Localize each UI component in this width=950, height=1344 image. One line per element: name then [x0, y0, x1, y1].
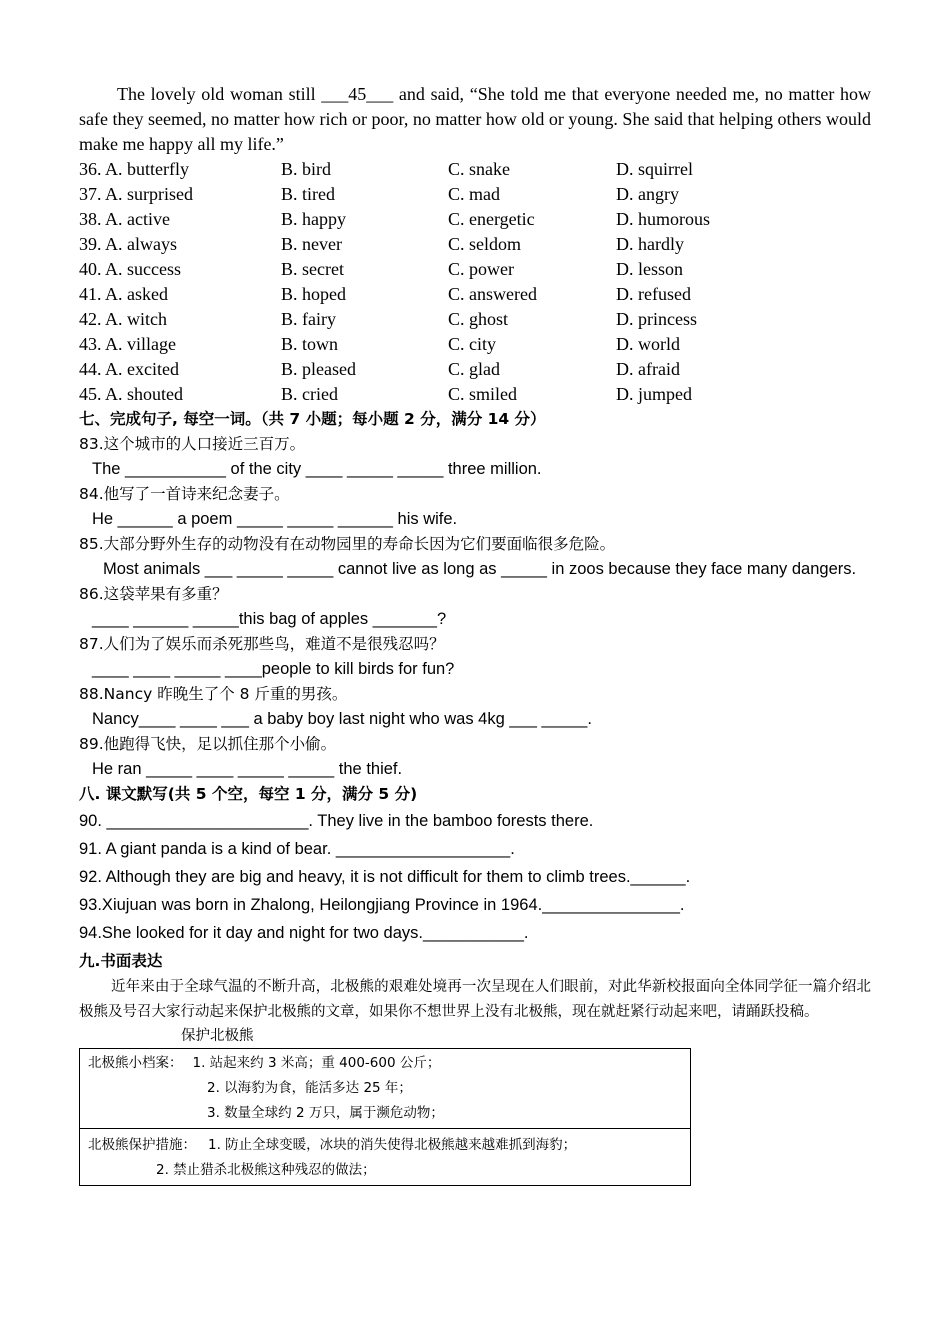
exam-page [79, 82, 871, 1186]
question-83-english: The ___________ of the city ____ _____ _____ three million. [92, 460, 542, 478]
option-b: B. pleased [281, 359, 356, 379]
option-row [79, 257, 871, 282]
option-c: C. power [448, 259, 514, 279]
profile-item: 2. 以海豹为食，能活多达 25 年； [207, 1080, 412, 1096]
question-91: 91. A giant panda is a kind of bear. ___________________. [79, 840, 515, 858]
polar-bear-info-table [79, 1048, 691, 1186]
writing-prompt: 近年来由于全球气温的不断升高，北极熊的艰难处境再一次呈现在人们眼前，对此华新校报面向全体同学征一篇介绍北极熊及号召大家行动起来保护北极熊的文章，如果你不想世界上没有北极熊，现在就赶紧行动起来吧，请踊跃投稿。 [79, 979, 871, 1020]
option-d: D. princess [616, 309, 697, 329]
option-a: 36. A. butterfly [79, 159, 189, 179]
measure-item: 2. 禁止猎杀北极熊这种残忍的做法； [156, 1162, 376, 1178]
option-row [79, 307, 871, 332]
question-93: 93.Xiujuan was born in Zhalong, Heilongjiang Province in 1964._______________. [79, 896, 685, 914]
option-a: 37. A. surprised [79, 184, 193, 204]
option-d: D. jumped [616, 384, 692, 404]
option-b: B. cried [281, 384, 338, 404]
section-8-heading: 八. 课文默写(共 5 个空，每空 1 分，满分 5 分) [79, 785, 418, 803]
option-d: D. squirrel [616, 159, 693, 179]
option-a: 39. A. always [79, 234, 177, 254]
option-c: C. city [448, 334, 496, 354]
option-row [79, 282, 871, 307]
profile-cell [80, 1049, 690, 1129]
option-b: B. happy [281, 209, 346, 229]
profile-item: 1. 站起来约 3 米高；重 400-600 公斤； [192, 1055, 441, 1071]
question-84-english: He ______ a poem _____ _____ ______ his wife. [92, 510, 458, 528]
question-94: 94.She looked for it day and night for two days.___________. [79, 924, 529, 942]
option-d: D. angry [616, 184, 679, 204]
option-row [79, 357, 871, 382]
option-b: B. secret [281, 259, 344, 279]
option-row [79, 182, 871, 207]
question-87-english: ____ ____ _____ ____people to kill birds for fun? [92, 660, 455, 678]
option-d: D. humorous [616, 209, 710, 229]
question-92: 92. Although they are big and heavy, it is not difficult for them to climb trees.______. [79, 868, 691, 886]
option-a: 41. A. asked [79, 284, 168, 304]
option-a: 43. A. village [79, 334, 176, 354]
passage-paragraph: The lovely old woman still ___45___ and said, “She told me that everyone needed me, no matter how safe they seemed, no matter how rich or poor, no matter how old or young. She said that helping others would make me happy all my life.” [79, 84, 871, 154]
option-row [79, 207, 871, 232]
option-b: B. never [281, 234, 342, 254]
question-86-chinese: 86.这袋苹果有多重？ [79, 585, 228, 603]
option-a: 42. A. witch [79, 309, 167, 329]
question-88-english: Nancy____ ____ ___ a baby boy last night who was 4kg ___ _____. [92, 710, 592, 728]
option-c: C. seldom [448, 234, 522, 254]
question-85-chinese: 85.大部分野外生存的动物没有在动物园里的寿命长因为它们要面临很多危险。 [79, 535, 616, 553]
option-a: 44. A. excited [79, 359, 179, 379]
question-86-english: ____ ______ _____this bag of apples _______? [92, 610, 447, 628]
option-c: C. mad [448, 184, 500, 204]
question-84-chinese: 84.他写了一首诗来纪念妻子。 [79, 485, 290, 503]
section-9-heading: 九.书面表达 [79, 952, 163, 970]
option-d: D. afraid [616, 359, 680, 379]
question-85-english: Most animals ___ _____ _____ cannot live as long as _____ in zoos because they face many dangers. [103, 560, 857, 578]
option-a: 45. A. shouted [79, 384, 184, 404]
option-b: B. bird [281, 159, 332, 179]
option-row [79, 232, 871, 257]
measure-item: 1. 防止全球变暖，冰块的消失使得北极熊越来越难抓到海豹； [208, 1137, 577, 1153]
option-row [79, 157, 871, 182]
profile-label: 北极熊小档案： [88, 1055, 183, 1071]
option-b: B. fairy [281, 309, 336, 329]
option-a: 38. A. active [79, 209, 170, 229]
profile-item: 3. 数量全球约 2 万只，属于濒危动物； [207, 1105, 444, 1121]
option-row [79, 332, 871, 357]
option-c: C. snake [448, 159, 510, 179]
option-c: C. ghost [448, 309, 509, 329]
option-b: B. town [281, 334, 339, 354]
option-c: C. smiled [448, 384, 518, 404]
option-d: D. lesson [616, 259, 683, 279]
option-row [79, 382, 871, 407]
measures-label: 北极熊保护措施： [88, 1137, 196, 1153]
option-b: B. tired [281, 184, 335, 204]
writing-box-title: 保护北极熊 [181, 1028, 254, 1044]
option-c: C. glad [448, 359, 500, 379]
option-b: B. hoped [281, 284, 346, 304]
option-d: D. hardly [616, 234, 684, 254]
question-89-english: He ran _____ ____ _____ _____ the thief. [92, 760, 403, 778]
option-c: C. answered [448, 284, 537, 304]
options-list [79, 157, 871, 407]
question-88-chinese: 88.Nancy 昨晚生了个 8 斤重的男孩。 [79, 685, 348, 703]
measures-cell [80, 1129, 690, 1185]
section-7-heading: 七、完成句子, 每空一词。（共 7 小题；每小题 2 分，满分 14 分） [79, 410, 546, 428]
option-a: 40. A. success [79, 259, 181, 279]
option-d: D. refused [616, 284, 691, 304]
option-d: D. world [616, 334, 680, 354]
question-87-chinese: 87.人们为了娱乐而杀死那些鸟，难道不是很残忍吗？ [79, 635, 445, 653]
question-90: 90. ______________________. They live in the bamboo forests there. [79, 812, 594, 830]
question-83-chinese: 83.这个城市的人口接近三百万。 [79, 435, 306, 453]
question-89-chinese: 89.他跑得飞快，足以抓住那个小偷。 [79, 735, 337, 753]
option-c: C. energetic [448, 209, 535, 229]
